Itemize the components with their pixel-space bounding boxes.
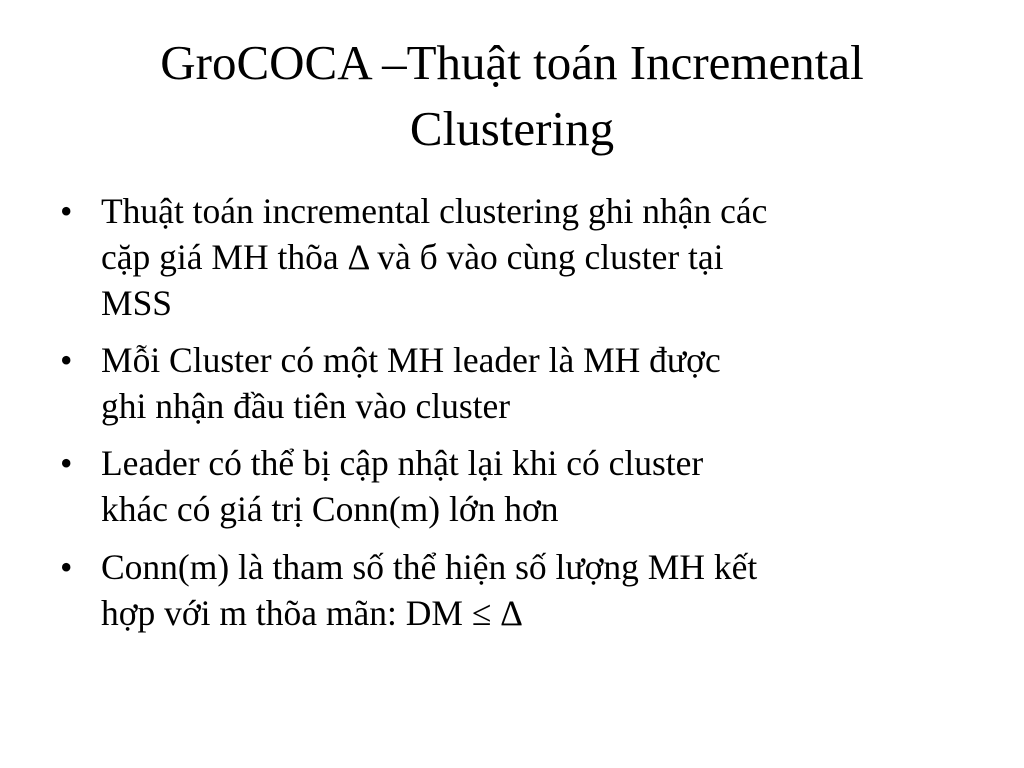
- bullet-text: [101, 544, 970, 636]
- bullet-icon: •: [60, 443, 73, 483]
- slide-title-line-1: GroCOCA –Thuật toán Incremental: [160, 35, 864, 90]
- bullet-icon: •: [60, 191, 73, 231]
- bullet-text: [101, 440, 970, 532]
- bullet-line: hợp với m thõa mãn: DM ≤ Δ: [101, 593, 524, 633]
- bullet-icon: •: [60, 547, 73, 587]
- bullet-line: Conn(m) là tham số thể hiện số lượng MH kết: [101, 547, 758, 587]
- bullet-line: Thuật toán incremental clustering ghi nhận các: [101, 191, 768, 231]
- bullet-line: ghi nhận đầu tiên vào cluster: [101, 386, 511, 426]
- bullet-list: [60, 188, 970, 647]
- bullet-text: [101, 337, 970, 429]
- bullet-line: Mỗi Cluster có một MH leader là MH được: [101, 340, 721, 380]
- bullet-item-incremental-clustering: [60, 188, 970, 326]
- bullet-icon: •: [60, 340, 73, 380]
- slide-title: [60, 30, 964, 162]
- bullet-text: [101, 188, 970, 326]
- bullet-line: khác có giá trị Conn(m) lớn hơn: [101, 489, 559, 529]
- bullet-item-cluster-leader: [60, 337, 970, 429]
- bullet-line: Leader có thể bị cập nhật lại khi có cluster: [101, 443, 704, 483]
- bullet-item-leader-update: [60, 440, 970, 532]
- bullet-item-conn-parameter: [60, 544, 970, 636]
- bullet-line: cặp giá MH thõa Δ và б vào cùng cluster tại: [101, 237, 724, 277]
- slide-title-line-2: Clustering: [409, 101, 615, 156]
- bullet-line: MSS: [101, 283, 173, 323]
